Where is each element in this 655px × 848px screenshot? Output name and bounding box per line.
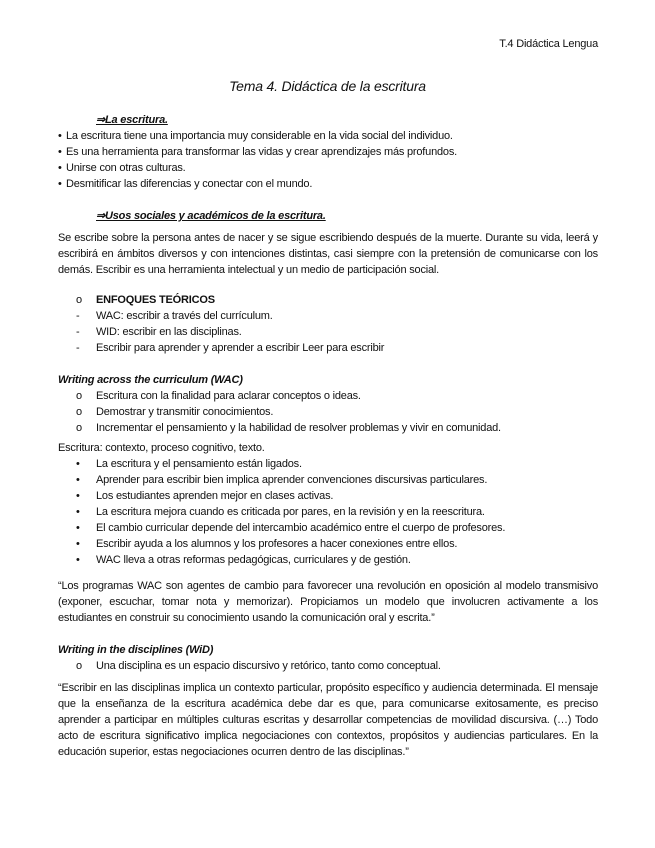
page-title: Tema 4. Didáctica de la escritura bbox=[229, 78, 426, 94]
section-wac bbox=[58, 372, 598, 626]
list-item-text: Es una herramienta para transformar las vidas y crear aprendizajes más profundos. bbox=[66, 146, 457, 158]
list-item-text: La escritura y el pensamiento están ligados. bbox=[96, 458, 302, 470]
list-item: • Unirse con otras culturas. bbox=[58, 162, 186, 174]
list-item-text: Unirse con otras culturas. bbox=[66, 162, 186, 174]
list-item: - Escribir para aprender y aprender a escribir Leer para escribir bbox=[76, 342, 385, 354]
list-item: • El cambio curricular depende del intercambio académico entre el cuerpo de profesores. bbox=[76, 522, 506, 534]
list-item-text: Aprender para escribir bien implica aprender convenciones discursivas particulares. bbox=[96, 474, 488, 486]
quote: “Los programas WAC son agentes de cambio para favorecer una revolución en oposición al modelo transmisivo (exponer, escuchar, tomar nota y memorizar). Propiciamos un modelo que involucren activamente a los estudiantes en construir su conocimiento usando la comunicación oral y escrita.” bbox=[58, 580, 598, 624]
list-item: o Una disciplina es un espacio discursivo y retórico, tanto como conceptual. bbox=[76, 660, 441, 672]
list-item: • WAC lleva a otras reformas pedagógicas, curriculares y de gestión. bbox=[76, 554, 411, 566]
list-item-text: Escritura con la finalidad para aclarar conceptos o ideas. bbox=[96, 390, 361, 402]
list-item-text: WID: escribir en las disciplinas. bbox=[96, 326, 242, 338]
list-item: • Desmitificar las diferencias y conectar con el mundo. bbox=[58, 178, 313, 190]
list-item-text: Escribir ayuda a los alumnos y los profesores a hacer conexiones entre ellos. bbox=[96, 538, 458, 550]
list-item-text: Demostrar y transmitir conocimientos. bbox=[96, 406, 274, 418]
list-item: • Es una herramienta para transformar las vidas y crear aprendizajes más profundos. bbox=[58, 146, 457, 158]
section-heading: Writing across the curriculum (WAC) bbox=[58, 374, 243, 386]
list-item-text: WAC lleva a otras reformas pedagógicas, curriculares y de gestión. bbox=[96, 554, 411, 566]
list-item: - WAC: escribir a través del currículum. bbox=[76, 310, 273, 322]
section-heading: ⇒Usos sociales y académicos de la escritura. bbox=[96, 210, 326, 222]
enfoques-teoricos bbox=[58, 292, 598, 356]
list-item: • La escritura y el pensamiento están ligados. bbox=[76, 458, 302, 470]
paragraph: Escritura: contexto, proceso cognitivo, texto. bbox=[58, 442, 265, 454]
list-item: • La escritura tiene una importancia muy considerable en la vida social del individuo. bbox=[58, 130, 453, 142]
list-item: o ENFOQUES TEÓRICOS bbox=[76, 294, 215, 306]
list-item-text: La escritura mejora cuando es criticada por pares, en la revisión y en la reescritura. bbox=[96, 506, 485, 518]
section-heading: ⇒La escritura. bbox=[96, 114, 168, 126]
list-item: o Demostrar y transmitir conocimientos. bbox=[76, 406, 274, 418]
list-item: • Escribir ayuda a los alumnos y los profesores a hacer conexiones entre ellos. bbox=[76, 538, 458, 550]
paragraph: Se escribe sobre la persona antes de nacer y se sigue escribiendo después de la muerte. Durante su vida, leerá y escribirá en ámbitos diversos y con intenciones distintas, casi siempre con la pretensión de comunicarse con los demás. Escribir es una herramienta intelectual y un medio de participación social. bbox=[58, 232, 598, 276]
list-item-text: Escribir para aprender y aprender a escribir Leer para escribir bbox=[96, 342, 385, 354]
list-item-text: Incrementar el pensamiento y la habilidad de resolver problemas y vivir en comunidad. bbox=[96, 422, 501, 434]
section-usos bbox=[58, 208, 598, 278]
page-header: T.4 Didáctica Lengua bbox=[499, 38, 598, 50]
list-item-text: WAC: escribir a través del currículum. bbox=[96, 310, 273, 322]
list-item: - WID: escribir en las disciplinas. bbox=[76, 326, 242, 338]
section-la-escritura bbox=[58, 112, 598, 192]
list-item: o Escritura con la finalidad para aclarar conceptos o ideas. bbox=[76, 390, 361, 402]
list-item-text: Una disciplina es un espacio discursivo y retórico, tanto como conceptual. bbox=[96, 660, 441, 672]
list-item-text: El cambio curricular depende del intercambio académico entre el cuerpo de profesores. bbox=[96, 522, 506, 534]
list-item: • Aprender para escribir bien implica aprender convenciones discursivas particulares. bbox=[76, 474, 488, 486]
list-item-text: La escritura tiene una importancia muy considerable en la vida social del individuo. bbox=[66, 130, 453, 142]
list-item: • Los estudiantes aprenden mejor en clases activas. bbox=[76, 490, 334, 502]
section-heading: Writing in the disciplines (WiD) bbox=[58, 644, 214, 656]
list-item: • La escritura mejora cuando es criticada por pares, en la revisión y en la reescritura. bbox=[76, 506, 485, 518]
quote: “Escribir en las disciplinas implica un contexto particular, propósito específico y audiencia determinada. El mensaje que la enseñanza de la escritura académica debe dar es que, para comunicarse exitosamente, es preciso aprender a participar en múltiples culturas escritas y desarrollar competencias de movilidad discursiva. (…) Todo acto de escritura significativo implica negociaciones con contextos, propósitos y audiencias particulares. En la educación superior, estas negociaciones ocurren dentro de las disciplinas.” bbox=[58, 682, 598, 758]
enfoques-heading: ENFOQUES TEÓRICOS bbox=[96, 294, 215, 306]
list-item: o Incrementar el pensamiento y la habilidad de resolver problemas y vivir en comunidad. bbox=[76, 422, 501, 434]
list-item-text: Desmitificar las diferencias y conectar con el mundo. bbox=[66, 178, 313, 190]
list-item-text: Los estudiantes aprenden mejor en clases activas. bbox=[96, 490, 334, 502]
section-wid bbox=[58, 642, 598, 760]
